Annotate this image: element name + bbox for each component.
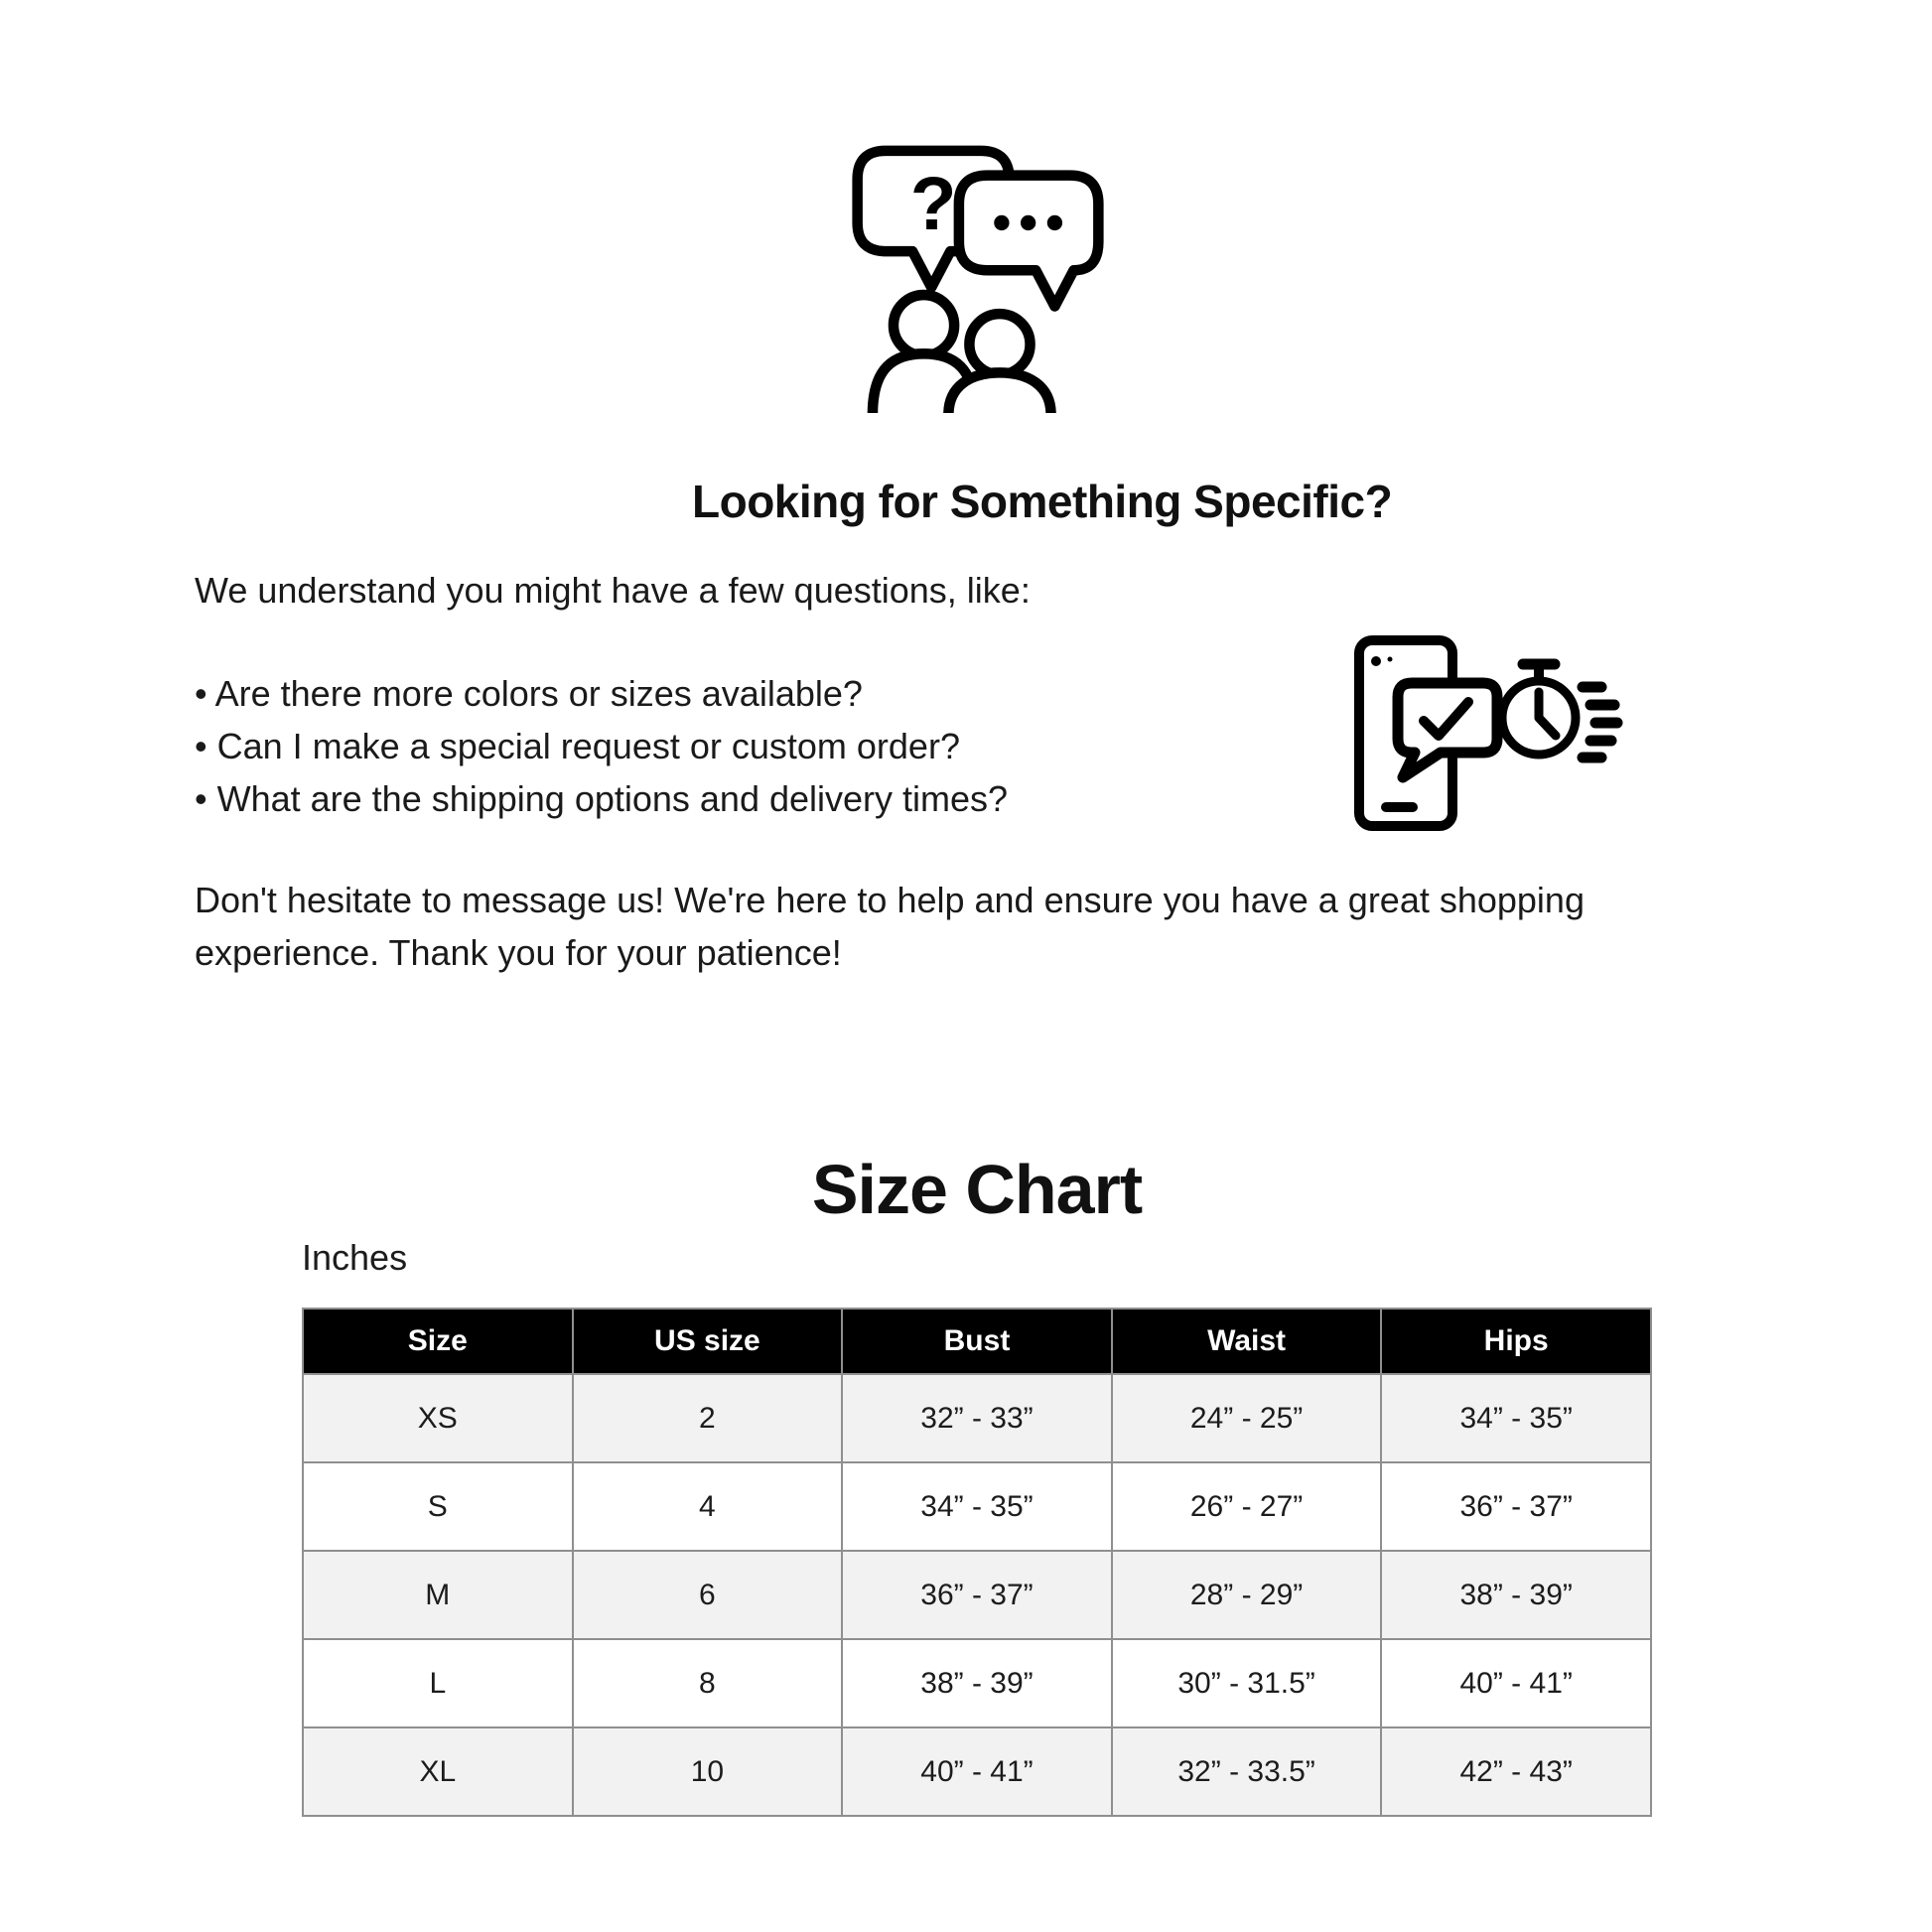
cell-waist: 28” - 29”: [1112, 1551, 1382, 1639]
table-header-row: [303, 1309, 1651, 1374]
cell-size: XS: [303, 1374, 573, 1462]
phone-message-timer-icon: [1345, 630, 1633, 834]
unit-label: Inches: [302, 1237, 408, 1278]
closing-line: Don't hesitate to message us! We're here to help and ensure you have a great shopping: [195, 880, 1585, 920]
list-item: • What are the shipping options and delivery times?: [195, 778, 1009, 819]
cell-bust: 40” - 41”: [842, 1727, 1112, 1816]
cell-us: 6: [573, 1551, 843, 1639]
cell-hips: 38” - 39”: [1381, 1551, 1651, 1639]
cell-size: M: [303, 1551, 573, 1639]
column-header-waist: Waist: [1112, 1309, 1382, 1374]
list-item: • Can I make a special request or custom order?: [195, 726, 960, 766]
cell-waist: 24” - 25”: [1112, 1374, 1382, 1462]
size-chart-title: Size Chart: [811, 1151, 1143, 1228]
table-row: [303, 1639, 1651, 1727]
closing-text: [195, 874, 1585, 979]
question-chat-people-icon: [850, 137, 1106, 413]
size-chart-table: [302, 1308, 1652, 1817]
cell-waist: 30” - 31.5”: [1112, 1639, 1382, 1727]
cell-us: 4: [573, 1462, 843, 1551]
list-item: • Are there more colors or sizes available?: [195, 673, 863, 714]
column-header-bust: Bust: [842, 1309, 1112, 1374]
cell-hips: 34” - 35”: [1381, 1374, 1651, 1462]
table-row: [303, 1551, 1651, 1639]
cell-bust: 38” - 39”: [842, 1639, 1112, 1727]
cell-waist: 26” - 27”: [1112, 1462, 1382, 1551]
cell-us: 2: [573, 1374, 843, 1462]
column-header-size: Size: [303, 1309, 573, 1374]
svg-text:?: ?: [909, 162, 957, 247]
column-header-us-size: US size: [573, 1309, 843, 1374]
cell-hips: 40” - 41”: [1381, 1639, 1651, 1727]
cell-size: XL: [303, 1727, 573, 1816]
cell-bust: 36” - 37”: [842, 1551, 1112, 1639]
question-list: [195, 667, 1008, 825]
cell-bust: 34” - 35”: [842, 1462, 1112, 1551]
cell-hips: 42” - 43”: [1381, 1727, 1651, 1816]
intro-text: We understand you might have a few questions, like:: [195, 570, 1031, 611]
table-row: [303, 1462, 1651, 1551]
page-title: Looking for Something Specific?: [692, 476, 1393, 527]
column-header-hips: Hips: [1381, 1309, 1651, 1374]
cell-waist: 32” - 33.5”: [1112, 1727, 1382, 1816]
table-row: [303, 1374, 1651, 1462]
cell-us: 10: [573, 1727, 843, 1816]
cell-us: 8: [573, 1639, 843, 1727]
table-row: [303, 1727, 1651, 1816]
closing-line: experience. Thank you for your patience!: [195, 932, 842, 973]
cell-size: S: [303, 1462, 573, 1551]
cell-bust: 32” - 33”: [842, 1374, 1112, 1462]
cell-hips: 36” - 37”: [1381, 1462, 1651, 1551]
cell-size: L: [303, 1639, 573, 1727]
